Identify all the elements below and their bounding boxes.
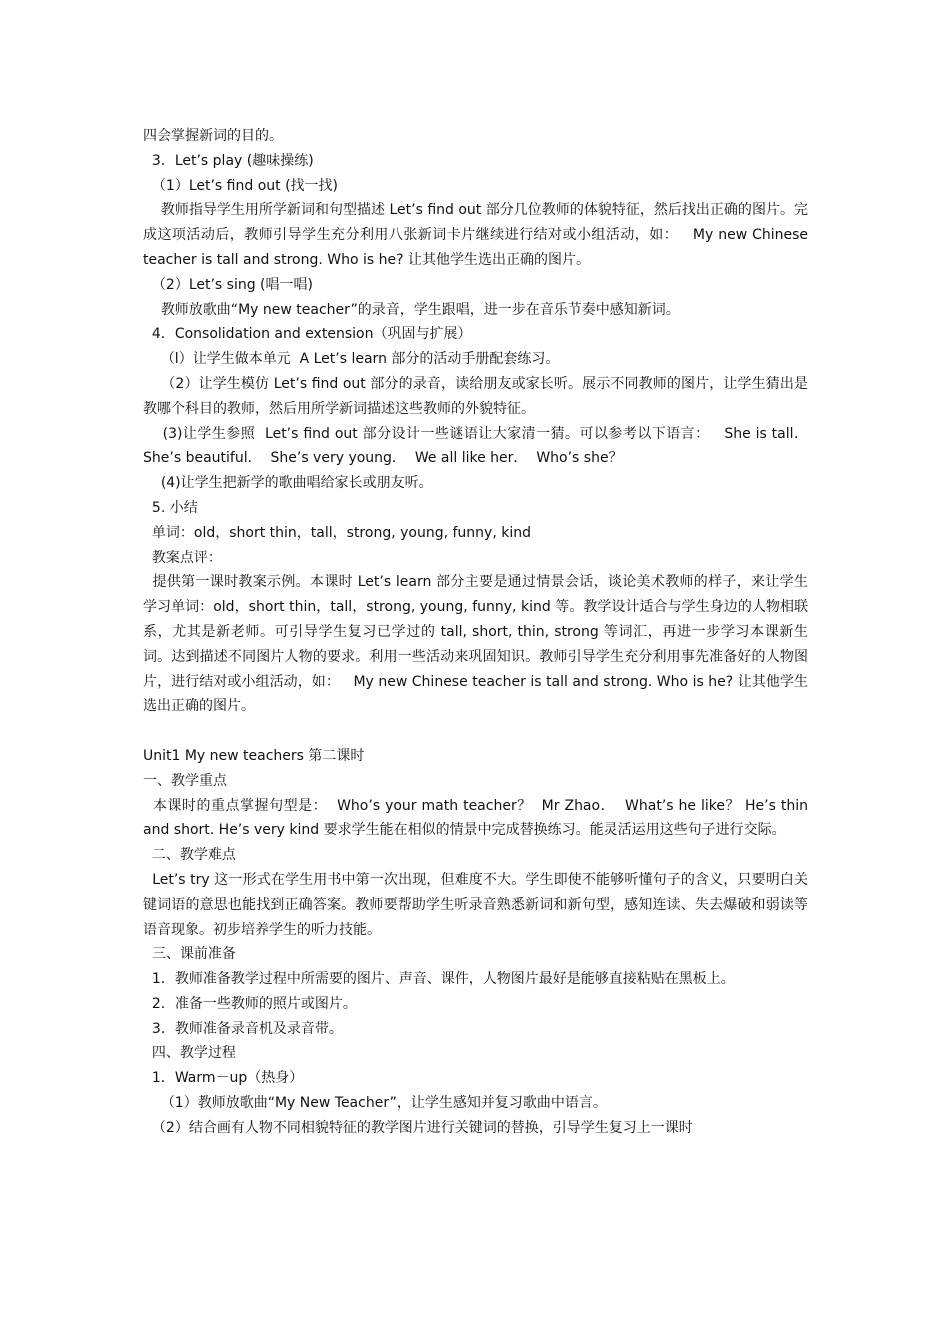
lesson-title: Unit1 My new teachers 第二课时 [143, 747, 365, 764]
paragraph: （1）Let’s find out (找一找) [143, 177, 338, 194]
paragraph: 四会掌握新词的目的。 [143, 128, 283, 144]
section-heading: 4．Consolidation and extension（巩固与扩展） [143, 326, 472, 343]
section-heading: 一、教学重点 [143, 772, 227, 789]
paragraph: （1）教师放歌曲“My New Teacher”，让学生感知并复习歌曲中语言。 [143, 1095, 607, 1112]
document-body [143, 124, 817, 1141]
section-heading: 5. 小结 [143, 499, 198, 516]
paragraph: （2）结合画有人物不同相貌特征的教学图片进行关键词的替换，引导学生复习上一课时 [143, 1119, 693, 1136]
paragraph: （2）Let’s sing (唱一唱) [143, 276, 313, 293]
blank-line [143, 719, 808, 744]
paragraph: (3)让学生参照 Let’s find out 部分设计一些谜语让大家清一猜。可以参考以下语言： She is tall． She’s beautiful． She’s very young． We all like her． Who’s she？ [143, 425, 817, 467]
paragraph: 教师指导学生用所学新词和句型描述 Let’s find out 部分几位教师的体貌特征，然后找出正确的图片。完成这项活动后，教师引导学生充分利用八张新词卡片继续进行结对或小组活动，如： My new Chinese teacher is tall and strong. Who is he? 让其他学生选出正确的图片。 [143, 202, 813, 268]
paragraph: 提供第一课时教案示例。本课时 Let’s learn 部分主要是通过情景会话，谈论美术教师的样子，来让学生学习单词：old，short thin，tall，strong, young, funny, kind 等。教学设计适合与学生身边的人物相联系，尤其是新老师。可引导学生复习已学过的 tall, short, thin, strong 等词汇，再进一步学习本课新生词。达到描述不同图片人物的要求。利用一些活动来巩固知识。教师引导学生充分利用事先准备好的人物图片，进行结对或小组活动，如： My new Chinese teacher is tall and strong. Who is he? 让其他学生选出正确的图片。 [143, 574, 808, 715]
section-heading: 四、教学过程 [143, 1045, 236, 1062]
paragraph: （l）让学生做本单元 A Let’s learn 部分的活动手册配套练习。 [143, 351, 560, 368]
paragraph: 单词：old，short thin，tall，strong, young, funny, kind [143, 524, 531, 541]
section-heading: 三、课前准备 [143, 946, 236, 963]
section-heading: 二、教学难点 [143, 847, 236, 864]
paragraph: 2．准备一些教师的照片或图片。 [143, 995, 357, 1012]
paragraph: 本课时的重点掌握句型是： Who’s your math teacher？ Mr Zhao． What’s he like？ He’s thin and short. He’s very kind 要求学生能在相似的情景中完成替换练习。能灵活运用这些句子进行交际。 [143, 797, 813, 839]
paragraph: （2）让学生模仿 Let’s find out 部分的录音，读给朋友或家长听。展示不同教师的图片，让学生猜出是教哪个科目的教师，然后用所学新词描述这些教师的外貌特征。 [143, 375, 808, 417]
paragraph: 3．教师准备录音机及录音带。 [143, 1020, 343, 1037]
paragraph: (4)让学生把新学的歌曲唱给家长或朋友听。 [143, 475, 433, 492]
paragraph: 3．Let’s play (趣味操练) [143, 152, 314, 169]
paragraph: 1．教师准备教学过程中所需要的图片、声音、课件，人物图片最好是能够直接粘贴在黑板上。 [143, 971, 735, 988]
section-heading: 1．Warm－up（热身） [143, 1070, 304, 1087]
section-heading: 教案点评： [143, 549, 222, 566]
paragraph: Let’s try 这一形式在学生用书中第一次出现，但难度不大。学生即使不能够听懂句子的含义，只要明白关键词语的意思也能找到正确答案。教师要帮助学生听录音熟悉新词和新句型，感知连读、失去爆破和弱读等语音现象。初步培养学生的听力技能。 [143, 871, 808, 938]
paragraph: 教师放歌曲“My new teacher”的录音，学生跟唱，进一步在音乐节奏中感知新词。 [143, 301, 680, 318]
